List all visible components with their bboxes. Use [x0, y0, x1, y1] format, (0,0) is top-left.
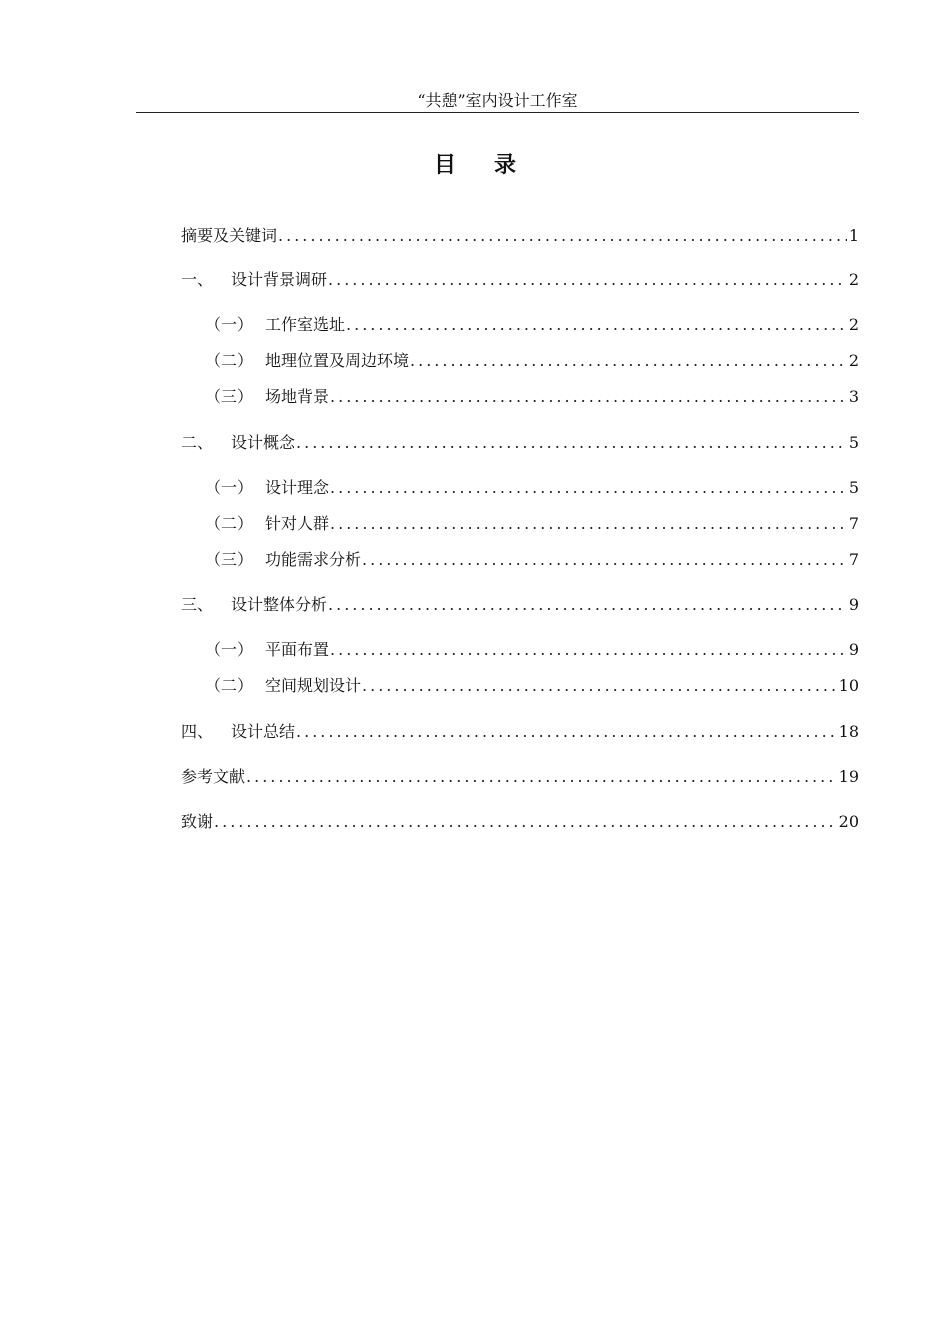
toc-entry-number: 四、	[181, 722, 214, 741]
toc-entry-number: （一）	[205, 640, 254, 659]
toc-entry-label: 功能需求分析	[265, 550, 362, 569]
toc-entry-label: 针对人群	[265, 514, 330, 533]
toc-entry-page: 5	[848, 478, 859, 497]
toc-entry-page: 7	[848, 550, 859, 569]
toc-entry-label: 工作室选址	[265, 315, 346, 334]
toc-entry-label: 参考文献	[181, 767, 246, 786]
toc-entry-label: 地理位置及周边环境	[265, 351, 410, 370]
toc-entry-label: 空间规划设计	[265, 676, 362, 695]
toc-entry-page: 2	[848, 315, 859, 334]
toc-leader-dots	[330, 513, 847, 535]
toc-entry-page: 2	[848, 270, 859, 289]
toc-entry-page: 19	[838, 767, 859, 786]
toc-leader-dots	[278, 225, 847, 247]
toc-entry-number: 三、	[181, 595, 214, 614]
toc-leader-dots	[214, 811, 837, 833]
toc-entry-abstract[interactable]	[181, 225, 859, 247]
toc-entry-page: 1	[848, 226, 859, 245]
toc-entry-page: 18	[838, 722, 859, 741]
toc-entry-section-1-2[interactable]	[205, 350, 859, 372]
toc-entry-number: （二）	[205, 676, 254, 695]
toc-entry-section-2-3[interactable]	[205, 549, 859, 571]
toc-entry-number: 一、	[181, 270, 214, 289]
toc-entry-page: 2	[848, 351, 859, 370]
toc-entry-number: （一）	[205, 478, 254, 497]
toc-entry-section-4[interactable]	[181, 721, 859, 743]
toc-leader-dots	[328, 269, 847, 291]
toc-entry-section-3-2[interactable]	[205, 675, 859, 697]
toc-entry-label: 设计概念	[231, 433, 296, 452]
toc-entry-number: （三）	[205, 550, 254, 569]
toc-leader-dots	[346, 314, 847, 336]
toc-entry-page: 9	[848, 640, 859, 659]
toc-leader-dots	[330, 386, 847, 408]
toc-entry-page: 10	[838, 676, 859, 695]
toc-entry-section-1-3[interactable]	[205, 386, 859, 408]
toc-leader-dots	[296, 721, 837, 743]
toc-entry-section-3[interactable]	[181, 594, 859, 616]
toc-entry-number: （三）	[205, 387, 254, 406]
toc-entry-label: 设计整体分析	[231, 595, 328, 614]
toc-entry-label: 摘要及关键词	[181, 226, 278, 245]
toc-entry-number: （二）	[205, 514, 254, 533]
toc-entry-page: 7	[848, 514, 859, 533]
toc-entry-page: 5	[848, 433, 859, 452]
toc-entry-section-3-1[interactable]	[205, 639, 859, 661]
toc-leader-dots	[362, 675, 837, 697]
toc-entry-section-1-1[interactable]	[205, 314, 859, 336]
toc-entry-number: （一）	[205, 315, 254, 334]
toc-leader-dots	[296, 432, 847, 454]
toc-entry-page: 20	[838, 812, 859, 831]
page-title: 目录	[433, 152, 554, 178]
toc-leader-dots	[330, 639, 847, 661]
toc-entry-references[interactable]	[181, 766, 859, 788]
toc-entry-section-2-2[interactable]	[205, 513, 859, 535]
toc-entry-label: 设计总结	[231, 722, 296, 741]
toc-leader-dots	[328, 594, 847, 616]
toc-entry-label: 设计背景调研	[231, 270, 328, 289]
page-header: “共憩”室内设计工作室	[136, 90, 859, 113]
toc-entry-number: （二）	[205, 351, 254, 370]
toc-entry-acknowledgements[interactable]	[181, 811, 859, 833]
toc-entry-label: 设计理念	[265, 478, 330, 497]
toc-entry-number: 二、	[181, 433, 214, 452]
toc-entry-page: 3	[848, 387, 859, 406]
toc-entry-label: 场地背景	[265, 387, 330, 406]
toc-leader-dots	[246, 766, 837, 788]
toc-leader-dots	[330, 477, 847, 499]
toc-entry-section-1[interactable]	[181, 269, 859, 291]
toc-entry-label: 平面布置	[265, 640, 330, 659]
toc-leader-dots	[362, 549, 847, 571]
toc-entry-section-2-1[interactable]	[205, 477, 859, 499]
toc-entry-section-2[interactable]	[181, 432, 859, 454]
toc-entry-page: 9	[848, 595, 859, 614]
toc-leader-dots	[410, 350, 847, 372]
toc-entry-label: 致谢	[181, 812, 214, 831]
